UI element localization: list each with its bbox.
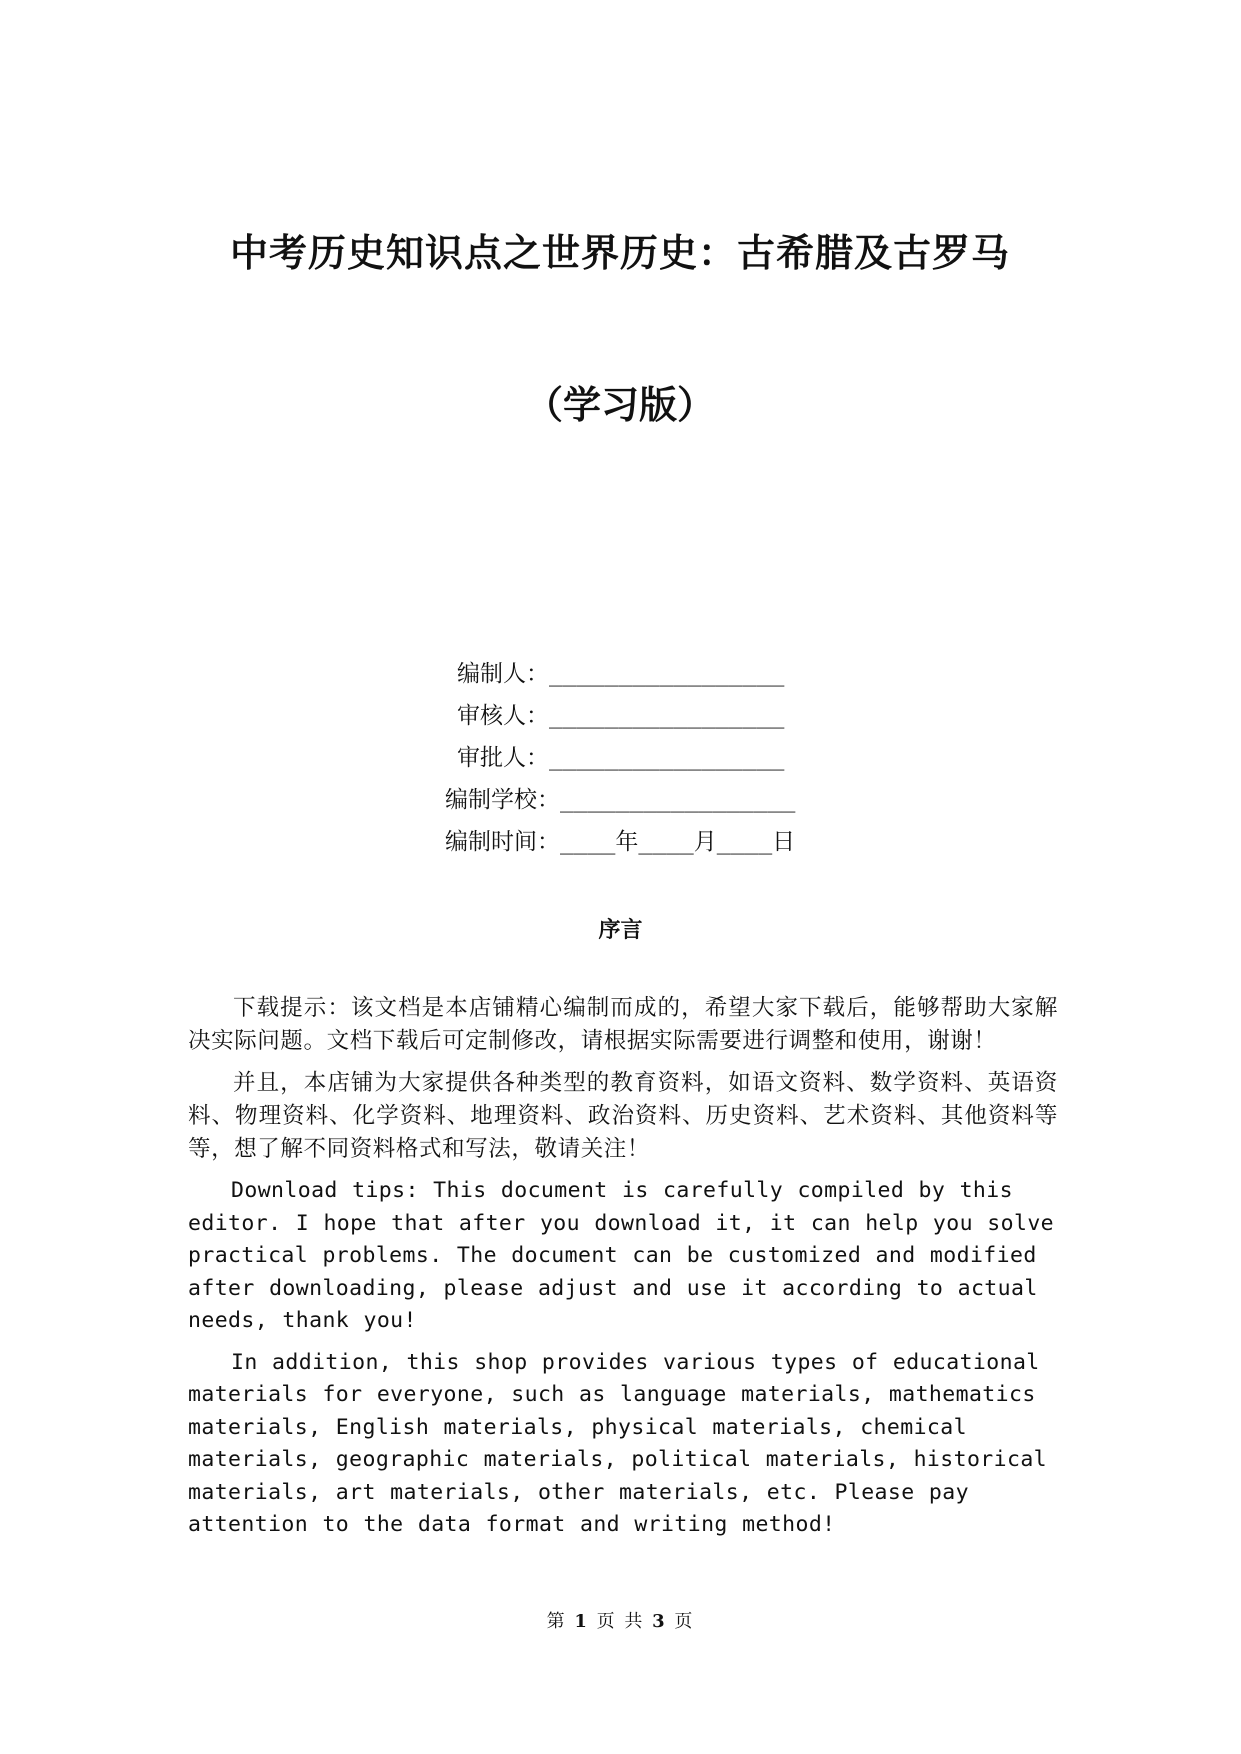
field-label: 编制学校： xyxy=(445,787,560,813)
field-approver xyxy=(457,739,784,772)
footer-middle: 页 共 xyxy=(596,1611,645,1632)
total-pages-number: 3 xyxy=(652,1611,667,1632)
field-reviewer xyxy=(457,697,784,730)
field-date xyxy=(445,823,795,856)
field-blank: _________________ xyxy=(549,661,785,687)
document-subtitle: （学习版） xyxy=(524,382,715,427)
field-school xyxy=(445,781,795,814)
field-blank: ____年____月____日 xyxy=(560,829,796,855)
preface-paragraph: 并且，本店铺为大家提供各种类型的教育资料，如语文资料、数学资料、英语资料、物理资料、化学资料、地理资料、政治资料、历史资料、艺术资料、其他资料等等，想了解不同资料格式和写法，敬请关注！ xyxy=(188,1070,1058,1162)
document-title: 中考历史知识点之世界历史：古希腊及古罗马 xyxy=(229,230,1010,275)
field-compiler xyxy=(457,655,784,688)
preface-paragraph: Download tips: This document is carefully compiled by this editor. I hope that after you download it, it can help you solve practical problems. The document can be customized and modified after downloading, please adjust and use it according to actual needs, thank you! xyxy=(188,1178,1055,1333)
field-blank: _________________ xyxy=(560,787,796,813)
preface-paragraph: 下载提示：该文档是本店铺精心编制而成的，希望大家下载后，能够帮助大家解决实际问题。文档下载后可定制修改，请根据实际需要进行调整和使用，谢谢！ xyxy=(188,995,1058,1054)
current-page-number: 1 xyxy=(574,1611,589,1632)
field-label: 编制时间： xyxy=(445,829,560,855)
preface-paragraph: In addition, this shop provides various types of educational materials for everyone, such as language materials, mathematics materials, English materials, physical materials, chemical materials, geographic materials, political materials, historical materials, art materials, other materials, etc. Please pay attention to the data format and writing method! xyxy=(188,1349,1048,1537)
footer-suffix: 页 xyxy=(674,1611,695,1632)
field-blank: _________________ xyxy=(549,745,785,771)
field-label: 审核人： xyxy=(457,703,549,729)
field-label: 审批人： xyxy=(457,745,549,771)
field-label: 编制人： xyxy=(457,661,549,687)
preface-heading: 序言 xyxy=(598,918,643,943)
preface-body xyxy=(188,992,1058,1551)
field-blank: _________________ xyxy=(549,703,785,729)
footer-prefix: 第 xyxy=(546,1611,567,1632)
page-footer xyxy=(0,1607,1241,1633)
